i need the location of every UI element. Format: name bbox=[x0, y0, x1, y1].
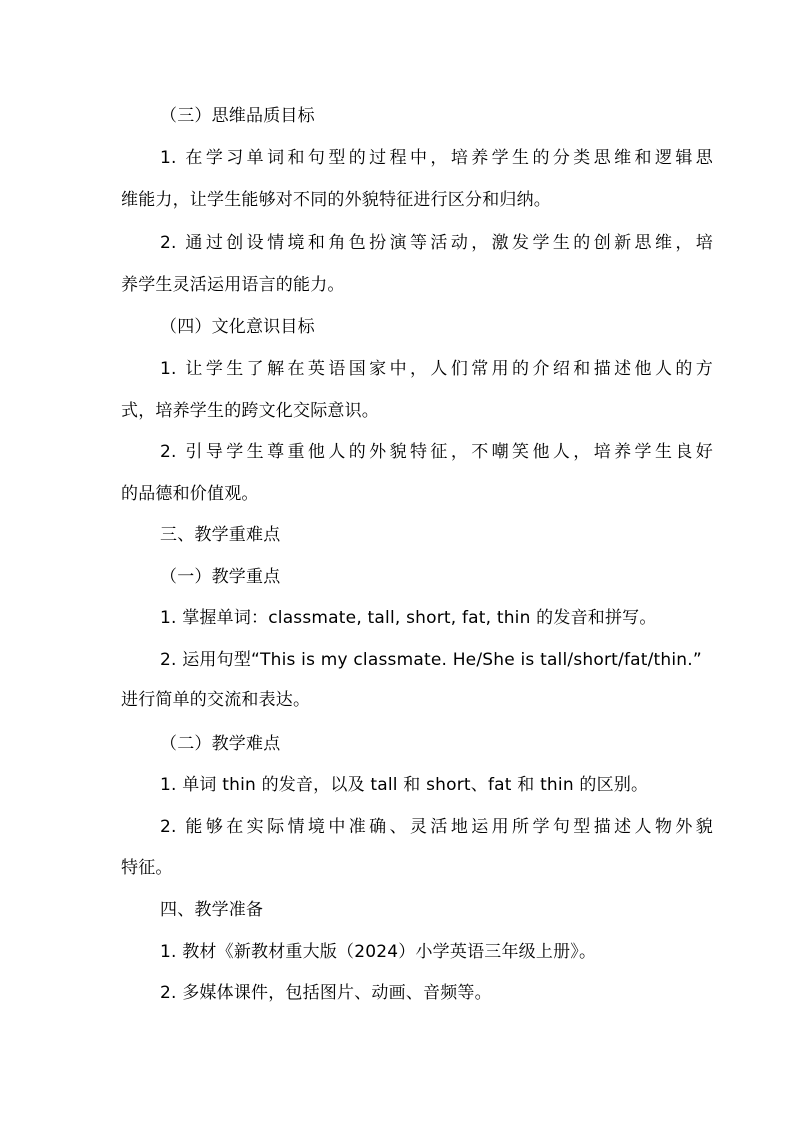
paragraph-line: 2. 运用句型“This is my classmate. He/She is tall/short/fat/thin.” bbox=[160, 650, 702, 670]
subsection-heading-difficulties: （二）教学难点 bbox=[160, 734, 281, 754]
paragraph-line: 2. 通过创设情境和角色扮演等活动，激发学生的创新思维，培 bbox=[160, 233, 713, 253]
paragraph-line: 维能力，让学生能够对不同的外貌特征进行区分和归纳。 bbox=[121, 190, 551, 210]
paragraph-line: 1. 单词 thin 的发音，以及 tall 和 short、fat 和 thin 的区别。 bbox=[160, 775, 649, 795]
paragraph-line: 1. 让学生了解在英语国家中，人们常用的介绍和描述他人的方 bbox=[160, 359, 713, 379]
paragraph-line: 1. 掌握单词：classmate, tall, short, fat, thin 的发音和拼写。 bbox=[160, 608, 657, 628]
paragraph-line: 进行简单的交流和表达。 bbox=[121, 690, 311, 710]
paragraph-line: 2. 能够在实际情境中准确、灵活地运用所学句型描述人物外貌 bbox=[160, 817, 713, 837]
section-heading-teaching-preparation: 四、教学准备 bbox=[160, 900, 264, 920]
paragraph-line: 1. 在学习单词和句型的过程中，培养学生的分类思维和逻辑思 bbox=[160, 148, 713, 168]
section-heading-cultural-awareness: （四）文化意识目标 bbox=[160, 317, 315, 337]
section-heading-key-difficulties: 三、教学重难点 bbox=[160, 525, 281, 545]
paragraph-line: 特征。 bbox=[121, 858, 173, 878]
paragraph-line: 1. 教材《新教材重大版（2024）小学英语三年级上册》。 bbox=[160, 942, 597, 962]
paragraph-line: 的品德和价值观。 bbox=[121, 484, 259, 504]
paragraph-line: 式，培养学生的跨文化交际意识。 bbox=[121, 401, 379, 421]
paragraph-line: 养学生灵活运用语言的能力。 bbox=[121, 275, 345, 295]
section-heading-thinking-quality: （三）思维品质目标 bbox=[160, 106, 315, 126]
paragraph-line: 2. 多媒体课件，包括图片、动画、音频等。 bbox=[160, 983, 492, 1003]
paragraph-line: 2. 引导学生尊重他人的外貌特征，不嘲笑他人，培养学生良好 bbox=[160, 442, 713, 462]
subsection-heading-key-points: （一）教学重点 bbox=[160, 567, 281, 587]
